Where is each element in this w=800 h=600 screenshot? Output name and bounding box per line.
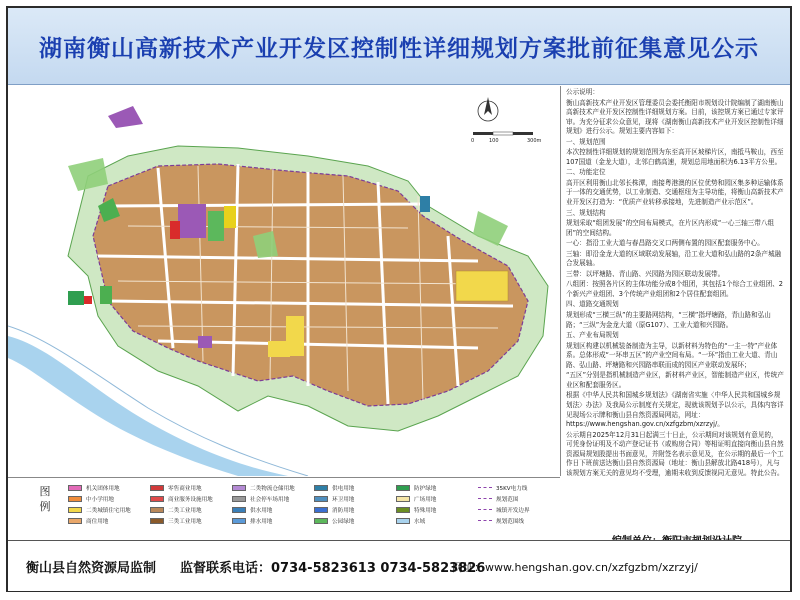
- legend-item-label: 公园绿地: [332, 518, 355, 525]
- admin-land: [178, 204, 206, 238]
- legend-item-label: 三类工业用地: [168, 518, 202, 525]
- legend-item: [150, 515, 228, 526]
- legend-color-swatch: [232, 507, 246, 513]
- legend-item: [232, 515, 310, 526]
- scale-bar: [471, 132, 542, 144]
- legend-color-swatch: [150, 496, 164, 502]
- legend-item-label: 规划范围: [496, 496, 519, 503]
- hotline-text: 监督联系电话：0734-5823613 0734-5823826: [180, 561, 486, 576]
- purple-land-2: [198, 336, 212, 348]
- park-green-1: [100, 286, 112, 304]
- legend-item-label: 二类工业用地: [168, 507, 202, 514]
- legend-item: [314, 515, 392, 526]
- residential-yellow-3: [268, 341, 290, 357]
- legend-item-label: 供水用地: [250, 507, 273, 514]
- red-land: [84, 296, 92, 304]
- notice-paragraph: 五、产业布局规划: [566, 331, 619, 340]
- legend-color-swatch: [68, 496, 82, 502]
- legend-line-swatch: [478, 520, 492, 521]
- legend-color-swatch: [314, 507, 328, 513]
- legend-item: [478, 515, 556, 526]
- legend-color-swatch: [232, 485, 246, 491]
- legend-color-swatch: [150, 518, 164, 524]
- legend-item-label: 环卫用地: [332, 496, 355, 503]
- legend-line-swatch: [478, 487, 492, 488]
- legend-item-label: 二类物流仓储用地: [250, 485, 295, 492]
- notice-paragraph: 八组团：按照各片区的主体功能分成8个组团，其包括1个综合工业组团、2个新兴产业组团、3个传统产业组团和2个居住配套组团。: [566, 280, 783, 298]
- notice-paragraph: 三、规划结构: [566, 208, 606, 217]
- legend-item-label: 广场用地: [414, 496, 437, 503]
- legend-item: [314, 504, 392, 515]
- notice-paragraph: 三带：以坪塘路、青山路、兴园路为园区联动发展带。: [566, 269, 725, 278]
- school-land: [224, 206, 236, 228]
- green-park: [208, 211, 224, 241]
- legend-item: [68, 482, 146, 493]
- legend-item-label: 中小学用地: [86, 496, 114, 503]
- legend-item-label: 规划范围线: [496, 518, 524, 525]
- legend-item: [150, 493, 228, 504]
- legend-color-swatch: [232, 518, 246, 524]
- residential-yellow-1: [456, 271, 508, 301]
- legend-item-label: 防护绿地: [414, 485, 437, 492]
- legend-item-label: 商业服务设施用地: [168, 496, 213, 503]
- legend-item-label: 商住用地: [86, 518, 109, 525]
- legend-item-label: 社会停车场用地: [250, 496, 290, 503]
- notice-paragraph: 规划采取“组团发展”的空间布局模式，在片区内形成“一心三轴三带八组团”的空间结构。: [566, 219, 775, 237]
- utility-land: [420, 196, 430, 212]
- notice-panel: [562, 86, 788, 570]
- legend-item-label: 供电用地: [332, 485, 355, 492]
- legend-color-swatch: [150, 507, 164, 513]
- legend-line-swatch: [478, 509, 492, 510]
- legend-grid: [68, 482, 556, 526]
- website-link[interactable]: 网址：www.hengshan.gov.cn/xzfgzbm/xzrzyj/: [452, 561, 698, 574]
- legend-item-label: 特殊用地: [414, 507, 437, 514]
- scale-start: 0: [471, 138, 475, 144]
- notice-paragraph: 本次控制性详细规划的规划范围为东至高开区坡梯片区，南抵马鞍山，西至107国道（金龙大道），北邻白鹤高速，规划总用地面积为6.13平方公里。: [566, 148, 784, 166]
- legend-item-label: 排水用地: [250, 518, 273, 525]
- legend-item: [478, 482, 556, 493]
- notice-paragraph: 高开区利用衡山北邻长株潭，南接粤港澳的区位优势和园区集多种运输体系于一体的交通优势，以工业制造、交通枢纽为主导功能，将衡山高新技术产业开发区打造为：“优质产业转移承接地，先进制造产业示范区”。: [566, 178, 784, 207]
- legend-color-swatch: [314, 485, 328, 491]
- planning-map: [8, 86, 561, 476]
- notice-paragraph: 一、规划范围: [566, 137, 606, 146]
- legend-item: [68, 493, 146, 504]
- scale-mid: 100: [489, 138, 499, 144]
- legend-item: [150, 504, 228, 515]
- legend-color-swatch: [68, 485, 82, 491]
- legend-item: [478, 504, 556, 515]
- legend-item: [396, 515, 474, 526]
- legend-item-label: 35KV电力线: [496, 485, 528, 492]
- notice-paragraph: 二、功能定位: [566, 168, 606, 177]
- notice-paragraph: 一心：指沿工业大道与春昌路交叉口两侧布置的园区配套服务中心。: [566, 239, 764, 248]
- legend-item: [396, 482, 474, 493]
- legend-item-label: 消防用地: [332, 507, 355, 514]
- legend-item-label: 水域: [414, 518, 426, 525]
- legend-color-swatch: [396, 496, 410, 502]
- legend-item: [232, 493, 310, 504]
- legend-color-swatch: [314, 518, 328, 524]
- legend-item: [68, 504, 146, 515]
- notice-paragraph: 公示期自2025年12月31日起满三十日止，公示期间对该规划有意见的，可凭身份证明及不动产登记证书（或购房合同）等相证明直接向衡山县自然资源局规划股提出书面意见，并附签名表示意见及，在公示期的最后一个工作日下班前送达衡山县自然资源局（地址：衡山县解放北路418号），凡与该规划方案无关的意见均不受理，逾期未收到反馈视同无意见。特此公告。: [566, 430, 784, 477]
- map-canvas: [8, 86, 560, 476]
- legend-color-swatch: [396, 518, 410, 524]
- commercial-land: [170, 221, 180, 239]
- legend-color-swatch: [314, 496, 328, 502]
- legend-color-swatch: [150, 485, 164, 491]
- park-green-2: [68, 291, 84, 305]
- purple-land-3: [108, 106, 143, 128]
- legend-color-swatch: [232, 496, 246, 502]
- legend-item: [150, 482, 228, 493]
- page-title: 湖南衡山高新技术产业开发区控制性详细规划方案批前征集意见公示: [39, 35, 759, 62]
- legend: [8, 477, 560, 540]
- legend-color-swatch: [68, 518, 82, 524]
- legend-color-swatch: [396, 485, 410, 491]
- legend-item: [478, 493, 556, 504]
- title-bar: [8, 8, 790, 85]
- legend-line-swatch: [478, 498, 492, 499]
- legend-item: [314, 493, 392, 504]
- legend-item: [232, 504, 310, 515]
- legend-color-swatch: [396, 507, 410, 513]
- north-arrow: [478, 97, 498, 121]
- footer: [8, 540, 790, 591]
- supervisor-text: 衡山县自然资源局监制: [26, 561, 157, 576]
- notice-paragraph: 衡山高新技术产业开发区管理委员会委托衡阳市规划设计院编制了湖南衡山高新技术产业开发区控制性详细规划方案。目前，该控规方案已通过专家评审。为充分征求公众意见，现将《湖南衡山高新技术产业开发区控制性详细规划》进行公示。规划主要内容如下：: [566, 98, 784, 136]
- notice-paragraph: 根据《中华人民共和国城乡规划法》《湖南省实施〈中华人民共和国城乡规划法〉办法》及我局公示制度有关规定，现就该规划予以公示，具体内容详见现场公示牌和衡山县自然资源局网站，网址：https://www.hengshan.gov.cn/xzfgzbm/xzrzyj/。: [566, 391, 784, 429]
- notice-paragraph: 四、道路交通规划: [566, 300, 619, 309]
- legend-item: [396, 493, 474, 504]
- legend-item: [314, 482, 392, 493]
- legend-item: [68, 515, 146, 526]
- legend-color-swatch: [68, 507, 82, 513]
- scale-end: 300m: [527, 138, 542, 144]
- legend-title: 图例: [39, 485, 51, 513]
- legend-item-label: 二类城镇住宅用地: [86, 507, 131, 514]
- notice-paragraph: 规划形成“三横三纵”的主要路网结构，“三横”指坪塘路，青山路和弘山路；“三纵”为金龙大道（原G107）、工业大道和兴园路。: [566, 311, 771, 329]
- legend-item: [396, 504, 474, 515]
- legend-item: [232, 482, 310, 493]
- notice-paragraph: 公示说明：: [566, 88, 599, 96]
- notice-paragraph: 三轴：即沿金龙大道的区域联动发展轴，沿工业大道和弘山路的2条产城融合发展轴。: [566, 249, 782, 268]
- legend-item-label: 城镇开发边界: [496, 507, 530, 514]
- legend-item-label: 机关团体用地: [86, 485, 120, 492]
- notice-paragraph: 规划区构建以机械装备制造为主导，以新材料为特色的“一主一特”产业体系。总体形成“一环串五区”的产业空间布局。“一环”指由工业大道、青山路、弘山路、坪塘路和兴园路串联而成的园区产业联动发展环；: [566, 341, 778, 369]
- legend-item-label: 零售商业用地: [168, 485, 202, 492]
- notice-paragraph: “五区”分别是指机械制造产业区，新材料产业区，智能制造产业区，传统产业区和配套服务区。: [566, 371, 784, 389]
